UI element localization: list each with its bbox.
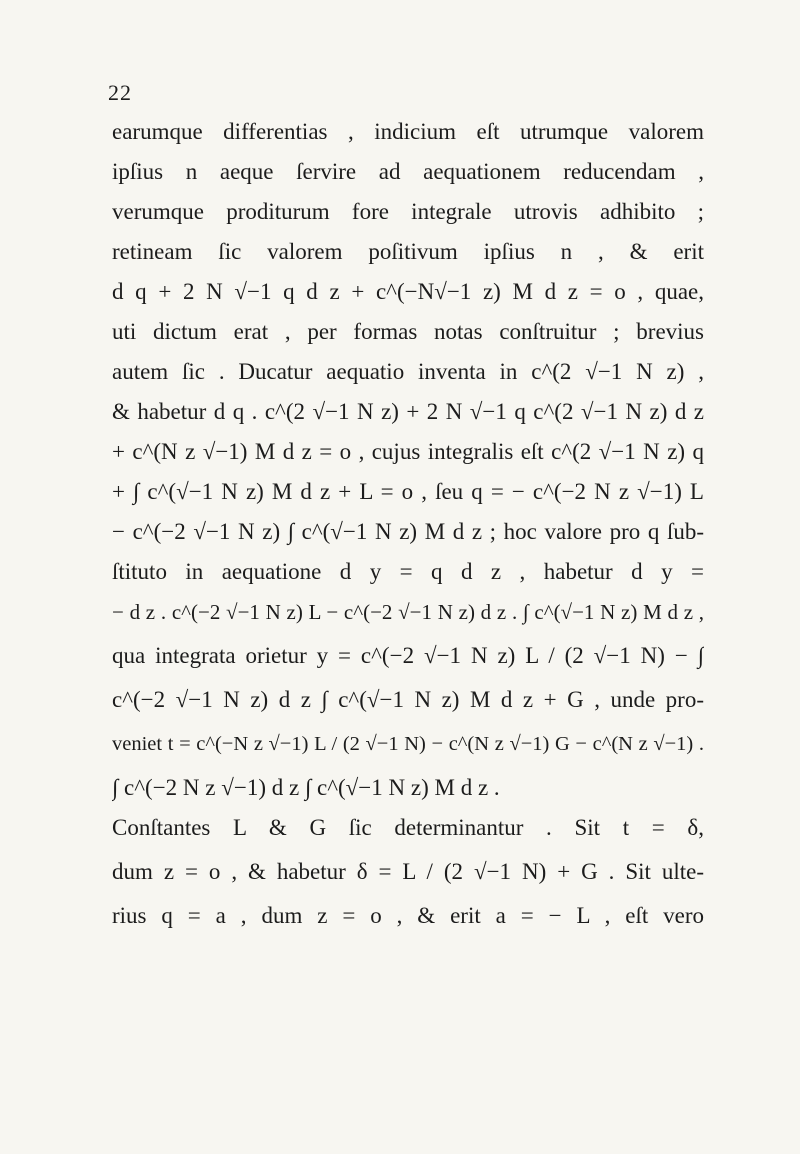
text-line-4: retineam ſic valorem poſitivum ipſius n , & erit: [112, 239, 704, 264]
formula-line-10: + ∫ c^(√−1 N z) M d z + L = o , ſeu q = − c^(−2 N z √−1) L: [112, 479, 704, 504]
text-line-18: Conſtantes L & G ſic determinantur . Sit t = δ,: [112, 815, 704, 840]
text-line-12: ſtituto in aequatione d y = q d z , habetur d y =: [112, 559, 704, 584]
formula-line-19: dum z = o , & habetur δ = L / (2 √−1 N) + G . Sit ulte-: [112, 859, 704, 884]
formula-line-17: ∫ c^(−2 N z √−1) d z ∫ c^(√−1 N z) M d z .: [112, 775, 500, 800]
text-line-1: earumque differentias , indicium eſt utrumque valorem: [112, 119, 704, 144]
text-body: [112, 112, 704, 936]
formula-line-9: + c^(N z √−1) M d z = o , cujus integralis eſt c^(2 √−1 N z) q: [112, 439, 704, 464]
formula-line-14: qua integrata orietur y = c^(−2 √−1 N z) L / (2 √−1 N) − ∫: [112, 643, 704, 668]
formula-line-15: c^(−2 √−1 N z) d z ∫ c^(√−1 N z) M d z + G , unde pro-: [112, 687, 704, 712]
formula-line-16: veniet t = c^(−N z √−1) L / (2 √−1 N) − c^(N z √−1) G − c^(N z √−1) .: [112, 733, 704, 755]
formula-line-8: & habetur d q . c^(2 √−1 N z) + 2 N √−1 q c^(2 √−1 N z) d z: [112, 399, 704, 424]
text-line-3: verumque proditurum fore integrale utrovis adhibito ;: [112, 199, 704, 224]
formula-line-11: − c^(−2 √−1 N z) ∫ c^(√−1 N z) M d z ; hoc valore pro q ſub-: [112, 519, 704, 544]
formula-line-5: d q + 2 N √−1 q d z + c^(−N√−1 z) M d z = o , quae,: [112, 279, 704, 304]
text-line-2: ipſius n aeque ſervire ad aequationem reducendam ,: [112, 159, 704, 184]
formula-line-13: − d z . c^(−2 √−1 N z) L − c^(−2 √−1 N z) d z . ∫ c^(√−1 N z) M d z ,: [112, 600, 704, 624]
page-number: 22: [108, 80, 132, 105]
text-line-6: uti dictum erat , per formas notas conſtruitur ; brevius: [112, 319, 704, 344]
text-line-20: rius q = a , dum z = o , & erit a = − L , eſt vero: [112, 903, 704, 928]
text-line-7: autem ſic . Ducatur aequatio inventa in c^(2 √−1 N z) ,: [112, 359, 704, 384]
